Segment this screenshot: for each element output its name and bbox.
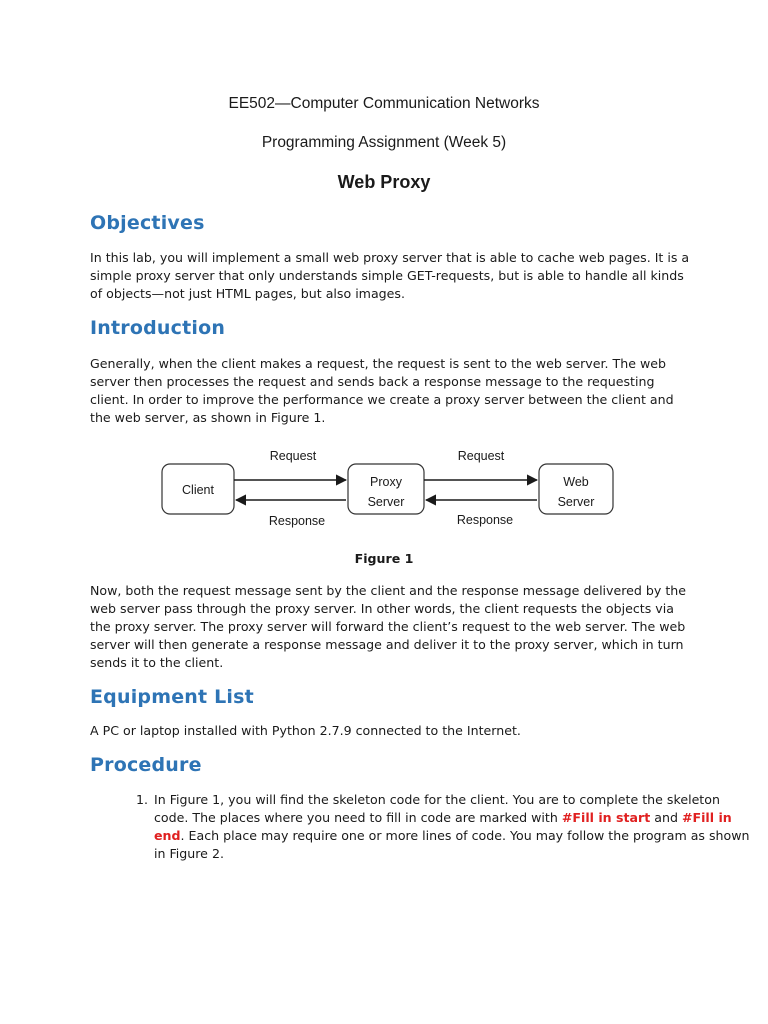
fill-in-end-marker: #Fill in end bbox=[154, 810, 732, 843]
introduction-text-1: Generally, when the client makes a request, the request is sent to the web server. The web server then processes the request and sends back a response message to the requesting client. In order to improve the performance we create a proxy server between the client and the web server, as shown in Figure 1. bbox=[90, 356, 674, 425]
introduction-heading: Introduction bbox=[90, 317, 226, 339]
client-label: Client bbox=[182, 483, 214, 497]
figure-1-diagram bbox=[150, 440, 630, 540]
procedure-list bbox=[90, 791, 752, 863]
response-label-right: Response bbox=[456, 513, 514, 527]
page-title: Web Proxy bbox=[337, 172, 431, 192]
introduction-text-2: Now, both the request message sent by the client and the response message delivered by the web server pass through the proxy server. In other words, the client requests the objects via the proxy server. The proxy server will forward the client’s request to the web server. The web server will then generate a response message and deliver it to the proxy server, which in turn sends it to the client. bbox=[90, 583, 687, 670]
assignment-title: Programming Assignment (Week 5) bbox=[261, 134, 507, 151]
proxy-label-1: Proxy bbox=[370, 475, 402, 489]
request-label-right: Request bbox=[457, 449, 505, 463]
response-label-left: Response bbox=[268, 514, 326, 528]
equipment-text: A PC or laptop installed with Python 2.7.9 connected to the Internet. bbox=[90, 723, 521, 738]
web-label-2: Server bbox=[557, 495, 595, 509]
proxy-label-2: Server bbox=[367, 495, 405, 509]
procedure-item-1-and: and bbox=[650, 810, 682, 825]
web-label-1: Web bbox=[563, 475, 589, 489]
equipment-heading: Equipment List bbox=[90, 686, 254, 708]
fill-in-start-marker: #Fill in start bbox=[561, 810, 651, 825]
procedure-heading: Procedure bbox=[90, 754, 202, 776]
request-label-left: Request bbox=[269, 449, 317, 463]
procedure-item-1 bbox=[152, 791, 752, 863]
procedure-item-1-text-a: In Figure 1, you will find the skeleton code for the client. You are to complete the skeleton code. The places where you need to fill in code are marked with bbox=[154, 792, 720, 825]
objectives-text: In this lab, you will implement a small web proxy server that is able to cache web pages. It is a simple proxy server that only understands simple GET-requests, but is able to handle all kinds of objects—not just HTML pages, but also images. bbox=[90, 250, 690, 301]
procedure-item-1-text-b: . Each place may require one or more lines of code. You may follow the program as shown in Figure 2. bbox=[154, 828, 750, 861]
figure-caption: Figure 1 bbox=[354, 551, 414, 566]
objectives-heading: Objectives bbox=[90, 212, 205, 234]
course-title: EE502—Computer Communication Networks bbox=[228, 95, 540, 112]
